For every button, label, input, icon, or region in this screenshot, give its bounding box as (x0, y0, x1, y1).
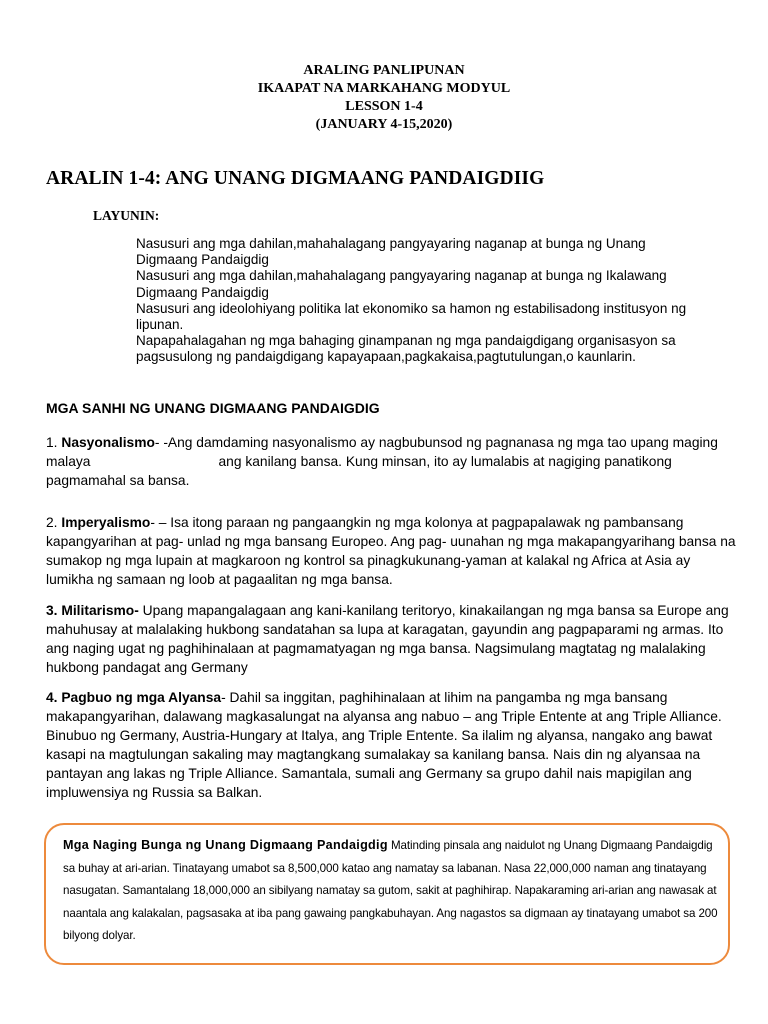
cause-text: - Dahil sa inggitan, paghihinalaan at lihim na pangamba ng mga bansang makapangyarihan, dalawang magkasalungat na alyansa ang nabuo – ang Triple Entente at ang Triple Alliance. Binubuo ng Germany, Austria-Hungary at Italya, ang Triple Entente. Sa ilalim ng alyansa, nangako ang bawat kasapi na magtulungan sakaling may magtangkang sumalakay sa kanilang bansa. Nais din ng alyansaa na pantayan ang lakas ng Triple Alliance. Samantala, sumali ang Germany sa grupo dahil nais mapigilan ang impluwensiya ng Russia sa Balkan. (46, 690, 722, 800)
objective-item: Nasusuri ang mga dahilan,mahahalagang pangyayaring naganap at bunga ng Unang Digmaang Pandaigdig (136, 236, 646, 268)
cause-term: Nasyonalismo (61, 435, 155, 450)
cause-text: Upang mapangalagaan ang kani-kanilang teritoryo, kinakailangan ng mga bansa sa Europe ang mahuhusay at malalaking hukbong sandatahan sa lupa at karagatan, gayundin ang pagpaparami ng armas. Ito ang naging ugat ng paghihinalaan at pagmamatyagan ng mga bansa. Nagsimulang magtatag ng malalaking hukbong pandagat ang Germany (46, 603, 729, 675)
objectives-list (136, 236, 706, 366)
objective-item: Nasusuri ang mga dahilan,mahahalagang pangyayaring naganap at bunga ng Ikalawang Digmaang Pandaigdig (136, 268, 667, 300)
lesson-title: ARALIN 1-4: ANG UNANG DIGMAANG PANDAIGDIIG (46, 168, 545, 189)
cause-number: 2. (46, 515, 58, 530)
cause-item-militarismo (46, 601, 736, 677)
objective-item: Nasusuri ang ideolohiyang politika lat ekonomiko sa hamon ng estabilisadong institusyon ng lipunan. (136, 300, 687, 333)
cause-text: - – Isa itong paraan ng pangaangkin ng mga kolonya at pagpapalawak ng pambansang kapangyarihan at pag- unlad ng mga bansang Europeo. Ang pag- uunahan ng mga makapangyarihang bansa na sumakop ng mga lupain at magkaroon ng kontrol sa pinagkukunang-yaman at kalakal ng Africa at Asia ay lumikha ng samaan ng loob at pagaalitan ng mga bansa. (46, 515, 736, 587)
cause-number: 3. (46, 603, 58, 618)
section-heading: MGA SANHI NG UNANG DIGMAANG PANDAIGDIG (46, 400, 380, 416)
module-title: IKAAPAT NA MARKAHANG MODYUL (257, 81, 511, 96)
lesson-label: LESSON 1-4 (345, 99, 423, 114)
date-range: (JANUARY 4-15,2020) (315, 117, 453, 132)
cause-item-nasyonalismo (46, 433, 736, 490)
objective-item: Napapahalagahan ng mga bahaging ginampanan ng mga pandaigdigang organisasyon sa pagsusulong ng pandaigdigang kapayapaan,pagkakaisa,pagtutulungan,o kaunlarin. (136, 333, 676, 365)
cause-term: Pagbuo ng mga Alyansa (61, 690, 222, 705)
effects-callout-box (44, 823, 730, 965)
module-header (0, 62, 768, 134)
cause-term: Imperyalismo (61, 515, 151, 530)
subject-title: ARALING PANLIPUNAN (303, 63, 465, 78)
effects-title: Mga Naging Bunga ng Unang Digmaang Pandaigdig (63, 838, 388, 852)
cause-text-continued: ang kanilang bansa. Kung minsan, ito ay lumalabis at nagiging panatikong pagmamahal sa bansa. (46, 454, 672, 488)
effects-text: Matinding pinsala ang naidulot ng Unang Digmaang Pandaigdig sa buhay at ari-arian. Tinatayang umabot sa 8,500,000 katao ang namatay sa labanan. Nasa 22,000,000 naman ang tinatayang nasugatan. Samantalang 18,000,000 an sibilyang namatay sa gutom, sakit at paghihirap. Napakaraming ari-arian ang nawasak at naantala ang kalakalan, pagsasaka at iba pang gawaing pangkabuhayan. Ang nagastos sa digmaan ay tinatayang umabot sa 200 bilyong dolyar. (63, 839, 718, 942)
cause-item-alyansa (46, 688, 736, 802)
effects-paragraph (63, 834, 723, 948)
objectives-label: LAYUNIN: (93, 208, 160, 223)
cause-term: Militarismo- (61, 603, 139, 618)
cause-number: 4. (46, 690, 58, 705)
cause-number: 1. (46, 435, 58, 450)
cause-item-imperyalismo (46, 513, 736, 589)
cause-text: - -Ang damdaming nasyonalismo ay nagbubunsod ng pagnanasa ng mga tao upang maging malaya (46, 435, 718, 469)
